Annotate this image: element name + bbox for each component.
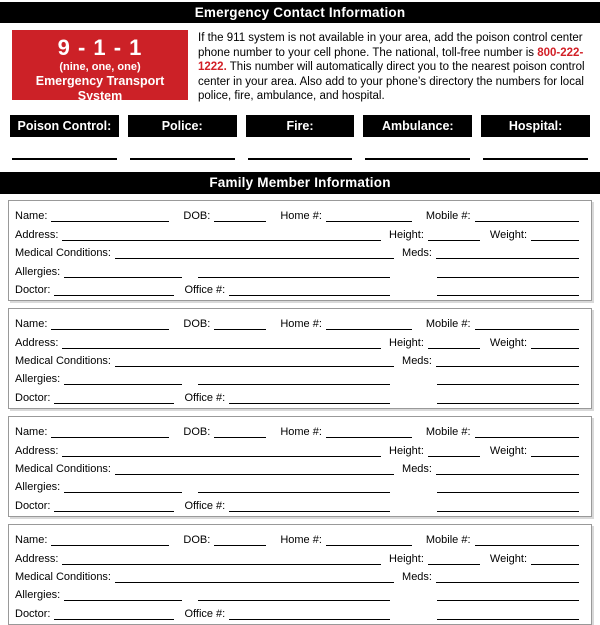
medical-conditions-entry-line[interactable]	[115, 472, 394, 475]
height-entry-line[interactable]	[428, 238, 480, 241]
fire-entry-line[interactable]	[248, 139, 353, 160]
emergency-contact-form-page	[0, 2, 600, 625]
medical-conditions-entry-line[interactable]	[115, 580, 394, 583]
name-label: Name:	[15, 426, 48, 439]
allergies-entry-line[interactable]	[64, 598, 182, 601]
weight-label: Weight:	[489, 552, 527, 565]
allergies-continuation-line[interactable]	[198, 382, 390, 385]
allergies-row	[15, 476, 579, 494]
address-entry-line[interactable]	[62, 562, 381, 565]
mobile-phone-entry-line[interactable]	[475, 543, 579, 546]
allergies-row	[15, 368, 579, 386]
police-entry-line[interactable]	[130, 139, 235, 160]
allergies-continuation-line[interactable]	[198, 598, 390, 601]
mobile-phone-label: Mobile #:	[425, 534, 471, 547]
weight-entry-line[interactable]	[531, 346, 579, 349]
instructions-paragraph	[198, 30, 588, 104]
911-subtitle: Emergency Transport System	[35, 74, 165, 103]
family-section-title: Family Member Information	[209, 175, 391, 191]
instructions-text-after: This number will automatically direct you to the nearest poison control center in your area. Also add to your phone’s directory the numbers for local police, fire, ambulance, and hospital.	[198, 61, 585, 103]
meds-continuation-line-2[interactable]	[437, 509, 579, 512]
allergies-entry-line[interactable]	[64, 275, 182, 278]
mobile-phone-entry-line[interactable]	[475, 327, 579, 330]
meds-label: Meds:	[402, 463, 432, 476]
weight-label: Weight:	[489, 336, 527, 349]
meds-continuation-line-2[interactable]	[437, 293, 579, 296]
home-phone-label: Home #:	[280, 426, 322, 439]
address-row	[15, 223, 579, 241]
meds-label: Meds:	[402, 355, 432, 368]
name-label: Name:	[15, 318, 48, 331]
dob-entry-line[interactable]	[214, 327, 266, 330]
medical-conditions-label: Medical Conditions:	[15, 463, 111, 476]
doctor-entry-line[interactable]	[54, 617, 174, 620]
doctor-row	[15, 279, 579, 297]
mobile-phone-entry-line[interactable]	[475, 219, 579, 222]
home-phone-entry-line[interactable]	[326, 435, 412, 438]
allergies-label: Allergies:	[15, 481, 61, 494]
allergies-label: Allergies:	[15, 373, 61, 386]
name-label: Name:	[15, 210, 48, 223]
family-member-block	[8, 308, 592, 409]
allergies-entry-line[interactable]	[64, 490, 182, 493]
emergency-number-labels-row	[10, 115, 590, 137]
meds-label: Meds:	[402, 247, 432, 260]
label-poison-control: Poison Control:	[10, 115, 119, 137]
medical-conditions-row	[15, 242, 579, 260]
meds-continuation-line-1[interactable]	[437, 598, 579, 601]
family-member-blocks	[8, 200, 592, 625]
dob-label: DOB:	[183, 426, 211, 439]
doctor-entry-line[interactable]	[54, 401, 174, 404]
address-label: Address:	[15, 336, 59, 349]
allergies-row	[15, 584, 579, 602]
mobile-phone-label: Mobile #:	[425, 426, 471, 439]
office-phone-label: Office #:	[184, 283, 226, 296]
meds-label: Meds:	[402, 571, 432, 583]
address-entry-line[interactable]	[62, 238, 381, 241]
address-entry-line[interactable]	[62, 346, 381, 349]
doctor-label: Doctor:	[15, 283, 51, 296]
weight-entry-line[interactable]	[531, 562, 579, 565]
emergency-number-entry-row	[10, 139, 590, 160]
meds-entry-line[interactable]	[436, 364, 579, 367]
address-row	[15, 439, 579, 457]
doctor-label: Doctor:	[15, 391, 51, 404]
weight-label: Weight:	[489, 444, 527, 457]
meds-continuation-line-1[interactable]	[437, 275, 579, 278]
family-member-block	[8, 200, 592, 301]
label-ambulance: Ambulance:	[363, 115, 472, 137]
name-entry-line[interactable]	[51, 543, 169, 546]
home-phone-entry-line[interactable]	[326, 219, 412, 222]
mobile-phone-label: Mobile #:	[425, 318, 471, 331]
medical-conditions-label: Medical Conditions:	[15, 355, 111, 368]
label-fire: Fire:	[246, 115, 355, 137]
meds-continuation-line-2[interactable]	[437, 617, 579, 620]
height-entry-line[interactable]	[428, 346, 480, 349]
meds-continuation-line-1[interactable]	[437, 490, 579, 493]
medical-conditions-row	[15, 566, 579, 584]
office-phone-entry-line[interactable]	[229, 293, 390, 296]
911-number: 9 - 1 - 1	[57, 35, 143, 60]
name-row	[15, 421, 579, 439]
name-row	[15, 529, 579, 547]
meds-entry-line[interactable]	[436, 580, 579, 583]
meds-entry-line[interactable]	[436, 256, 579, 259]
emergency-section-header	[0, 2, 600, 23]
office-phone-entry-line[interactable]	[229, 617, 390, 620]
doctor-label: Doctor:	[15, 499, 51, 512]
office-phone-label: Office #:	[184, 607, 226, 620]
height-entry-line[interactable]	[428, 562, 480, 565]
dob-entry-line[interactable]	[214, 219, 266, 222]
allergies-label: Allergies:	[15, 265, 61, 278]
label-hospital: Hospital:	[481, 115, 590, 137]
instructions-text-before: If the 911 system is not available in your area, add the poison control center phone number to your cell phone. The national, toll-free number is	[198, 32, 583, 59]
medical-conditions-label: Medical Conditions:	[15, 247, 111, 260]
weight-label: Weight:	[489, 228, 527, 241]
doctor-row	[15, 602, 579, 620]
mobile-phone-label: Mobile #:	[425, 210, 471, 223]
office-phone-entry-line[interactable]	[229, 401, 390, 404]
911-emergency-box	[12, 30, 188, 103]
allergies-entry-line[interactable]	[64, 382, 182, 385]
meds-continuation-line-1[interactable]	[437, 382, 579, 385]
medical-conditions-entry-line[interactable]	[115, 364, 394, 367]
height-label: Height:	[389, 336, 424, 349]
allergies-continuation-line[interactable]	[198, 275, 390, 278]
weight-entry-line[interactable]	[531, 238, 579, 241]
home-phone-label: Home #:	[280, 318, 322, 331]
height-label: Height:	[389, 552, 424, 565]
address-entry-line[interactable]	[62, 454, 381, 457]
height-entry-line[interactable]	[428, 454, 480, 457]
weight-entry-line[interactable]	[531, 454, 579, 457]
dob-entry-line[interactable]	[214, 435, 266, 438]
hospital-entry-line[interactable]	[483, 139, 588, 160]
doctor-label: Doctor:	[15, 607, 51, 620]
family-member-block	[8, 416, 592, 517]
doctor-entry-line[interactable]	[54, 509, 174, 512]
address-row	[15, 547, 579, 565]
height-label: Height:	[389, 228, 424, 241]
address-label: Address:	[15, 444, 59, 457]
medical-conditions-label: Medical Conditions:	[15, 571, 111, 583]
home-phone-label: Home #:	[280, 210, 322, 223]
family-section-header	[0, 172, 600, 194]
allergies-label: Allergies:	[15, 589, 61, 602]
medical-conditions-row	[15, 458, 579, 476]
family-member-block	[8, 524, 592, 625]
name-entry-line[interactable]	[51, 327, 169, 330]
home-phone-entry-line[interactable]	[326, 327, 412, 330]
name-entry-line[interactable]	[51, 219, 169, 222]
dob-label: DOB:	[183, 534, 211, 547]
ambulance-entry-line[interactable]	[365, 139, 470, 160]
home-phone-label: Home #:	[280, 534, 322, 547]
allergies-continuation-line[interactable]	[198, 490, 390, 493]
name-row	[15, 205, 579, 223]
doctor-entry-line[interactable]	[54, 293, 174, 296]
911-words: (nine, one, one)	[59, 61, 141, 73]
doctor-row	[15, 494, 579, 512]
office-phone-entry-line[interactable]	[229, 509, 390, 512]
address-row	[15, 331, 579, 349]
mobile-phone-entry-line[interactable]	[475, 435, 579, 438]
poison-control-phone-number: 800-222-1222.	[198, 46, 584, 74]
height-label: Height:	[389, 444, 424, 457]
dob-label: DOB:	[183, 318, 211, 331]
home-phone-entry-line[interactable]	[326, 543, 412, 546]
office-phone-label: Office #:	[184, 499, 226, 512]
name-label: Name:	[15, 534, 48, 547]
name-entry-line[interactable]	[51, 435, 169, 438]
meds-entry-line[interactable]	[436, 472, 579, 475]
medical-conditions-entry-line[interactable]	[115, 256, 394, 259]
meds-continuation-line-2[interactable]	[437, 401, 579, 404]
poison-control-entry-line[interactable]	[12, 139, 117, 160]
dob-label: DOB:	[183, 210, 211, 223]
top-info-section	[0, 23, 600, 104]
dob-entry-line[interactable]	[214, 543, 266, 546]
name-row	[15, 313, 579, 331]
medical-conditions-row	[15, 350, 579, 368]
allergies-row	[15, 260, 579, 278]
label-police: Police:	[128, 115, 237, 137]
address-label: Address:	[15, 552, 59, 565]
office-phone-label: Office #:	[184, 391, 226, 404]
emergency-section-title: Emergency Contact Information	[194, 5, 406, 20]
doctor-row	[15, 386, 579, 404]
address-label: Address:	[15, 228, 59, 241]
